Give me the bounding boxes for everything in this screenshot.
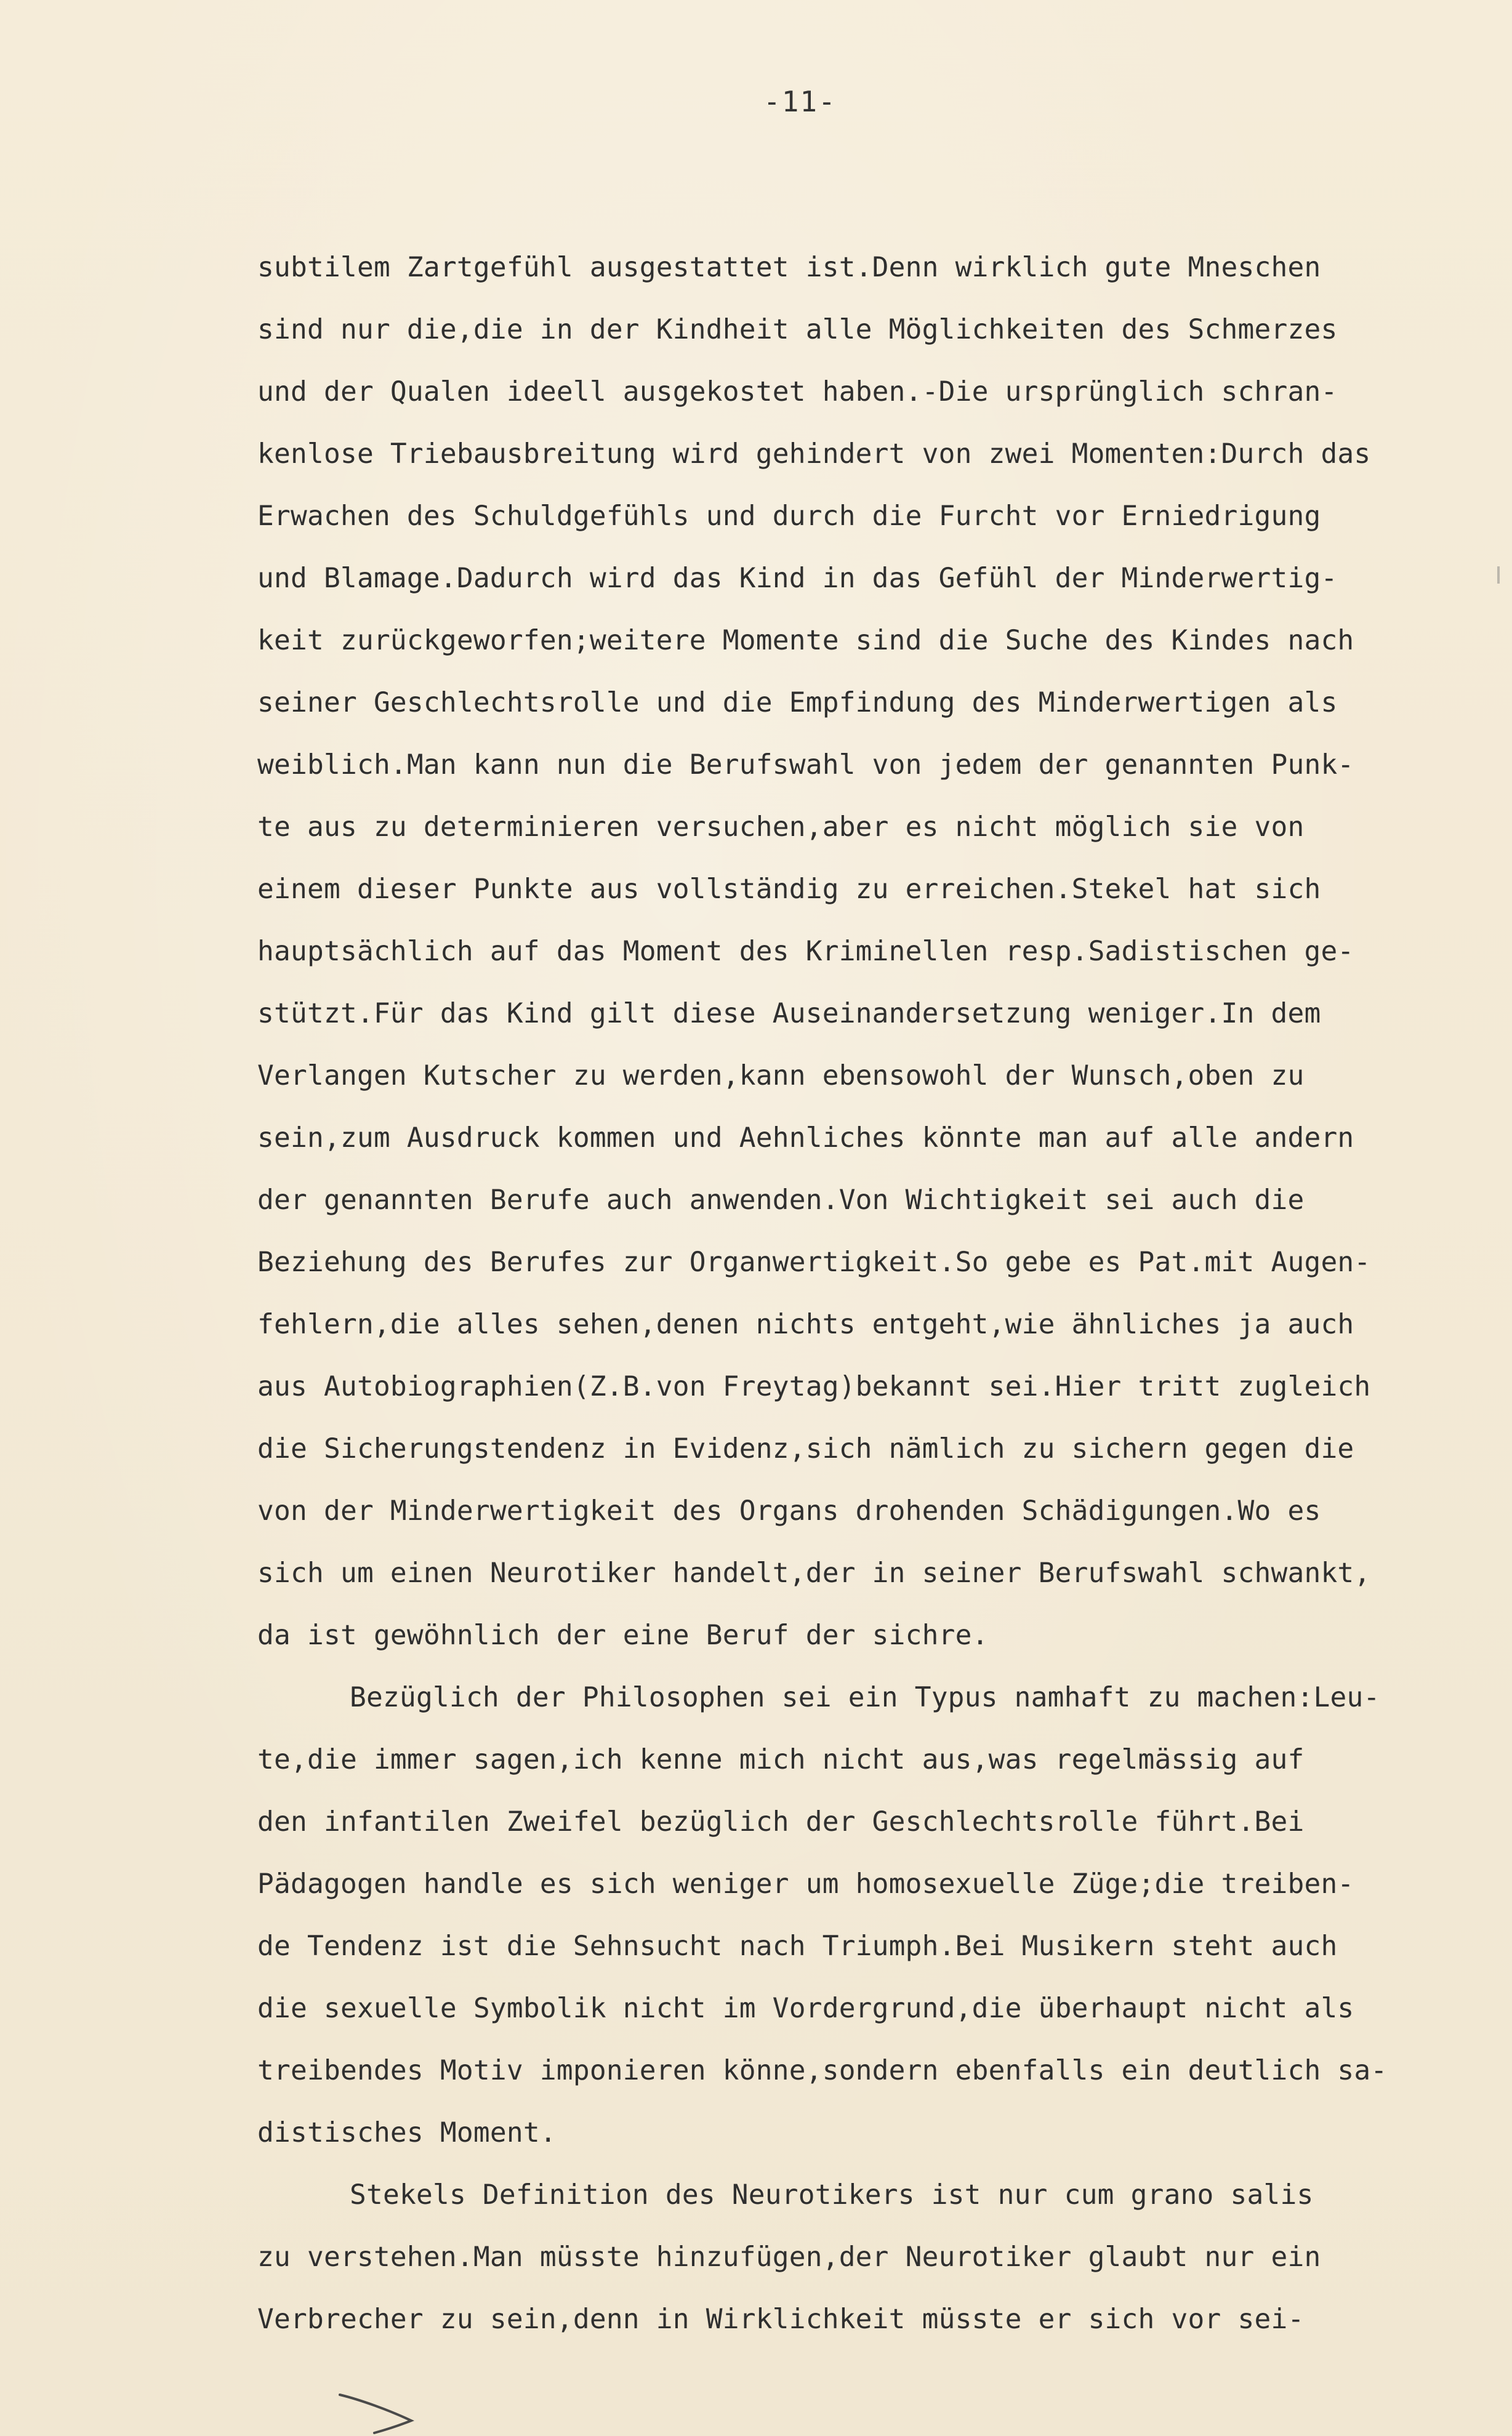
text-line: te,die immer sagen,ich kenne mich nicht aus,was regelmässig auf	[257, 1744, 1305, 1775]
text-line: keit zurückgeworfen;weitere Momente sind die Suche des Kindes nach	[257, 625, 1354, 656]
text-line: von der Minderwertigkeit des Organs drohenden Schädigungen.Wo es	[257, 1495, 1321, 1527]
text-line: Stekels Definition des Neurotikers ist nur cum grano salis	[350, 2179, 1314, 2211]
text-line: und Blamage.Dadurch wird das Kind in das Gefühl der Minderwertig-	[257, 563, 1338, 594]
text-line: fehlern,die alles sehen,denen nichts entgeht,wie ähnliches ja auch	[257, 1309, 1354, 1340]
text-line: die sexuelle Symbolik nicht im Vordergrund,die überhaupt nicht als	[257, 1993, 1354, 2024]
text-line: sich um einen Neurotiker handelt,der in seiner Berufswahl schwankt,	[257, 1558, 1371, 1589]
margin-mark	[1497, 566, 1500, 584]
text-line: hauptsächlich auf das Moment des Kriminellen resp.Sadistischen ge-	[257, 936, 1354, 967]
text-line: aus Autobiographien(Z.B.von Freytag)bekannt sei.Hier tritt zugleich	[257, 1371, 1371, 1402]
text-line: Beziehung des Berufes zur Organwertigkeit.So gebe es Pat.mit Augen-	[257, 1247, 1371, 1278]
text-line: seiner Geschlechtsrolle und die Empfindung des Minderwertigen als	[257, 687, 1338, 718]
text-line: da ist gewöhnlich der eine Beruf der sichre.	[257, 1620, 989, 1651]
text-line: Bezüglich der Philosophen sei ein Typus namhaft zu machen:Leu-	[350, 1682, 1380, 1713]
text-line: die Sicherungstendenz in Evidenz,sich nämlich zu sichern gegen die	[257, 1433, 1354, 1465]
text-line: te aus zu determinieren versuchen,aber es nicht möglich sie von	[257, 811, 1305, 843]
text-line: den infantilen Zweifel bezüglich der Geschlechtsrolle führt.Bei	[257, 1806, 1305, 1838]
text-line: stützt.Für das Kind gilt diese Auseinandersetzung weniger.In dem	[257, 998, 1321, 1029]
text-line: subtilem Zartgefühl ausgestattet ist.Denn wirklich gute Mneschen	[257, 252, 1321, 283]
text-line: weiblich.Man kann nun die Berufswahl von jedem der genannten Punk-	[257, 749, 1354, 781]
text-line: Pädagogen handle es sich weniger um homosexuelle Züge;die treiben-	[257, 1868, 1354, 1900]
text-line: zu verstehen.Man müsste hinzufügen,der Neurotiker glaubt nur ein	[257, 2241, 1321, 2273]
text-line: der genannten Berufe auch anwenden.Von Wichtigkeit sei auch die	[257, 1184, 1305, 1216]
body-text	[257, 236, 1476, 2350]
text-line: Verbrecher zu sein,denn in Wirklichkeit müsste er sich vor sei-	[257, 2304, 1305, 2335]
text-line: sein,zum Ausdruck kommen und Aehnliches könnte man auf alle andern	[257, 1122, 1354, 1154]
text-line: kenlose Triebausbreitung wird gehindert von zwei Momenten:Durch das	[257, 438, 1371, 470]
text-line: Verlangen Kutscher zu werden,kann ebensowohl der Wunsch,oben zu	[257, 1060, 1305, 1091]
pencil-stroke-icon	[332, 2389, 425, 2436]
text-line: und der Qualen ideell ausgekostet haben.-Die ursprünglich schran-	[257, 376, 1338, 408]
page-number: -11-	[763, 85, 837, 118]
text-line: sind nur die,die in der Kindheit alle Möglichkeiten des Schmerzes	[257, 314, 1338, 345]
text-line: einem dieser Punkte aus vollständig zu erreichen.Stekel hat sich	[257, 874, 1321, 905]
text-line: distisches Moment.	[257, 2117, 557, 2149]
text-line: treibendes Motiv imponieren könne,sondern ebenfalls ein deutlich sa-	[257, 2055, 1388, 2086]
text-line: Erwachen des Schuldgefühls und durch die Furcht vor Erniedrigung	[257, 500, 1321, 532]
text-line: de Tendenz ist die Sehnsucht nach Triumph.Bei Musikern steht auch	[257, 1931, 1338, 1962]
